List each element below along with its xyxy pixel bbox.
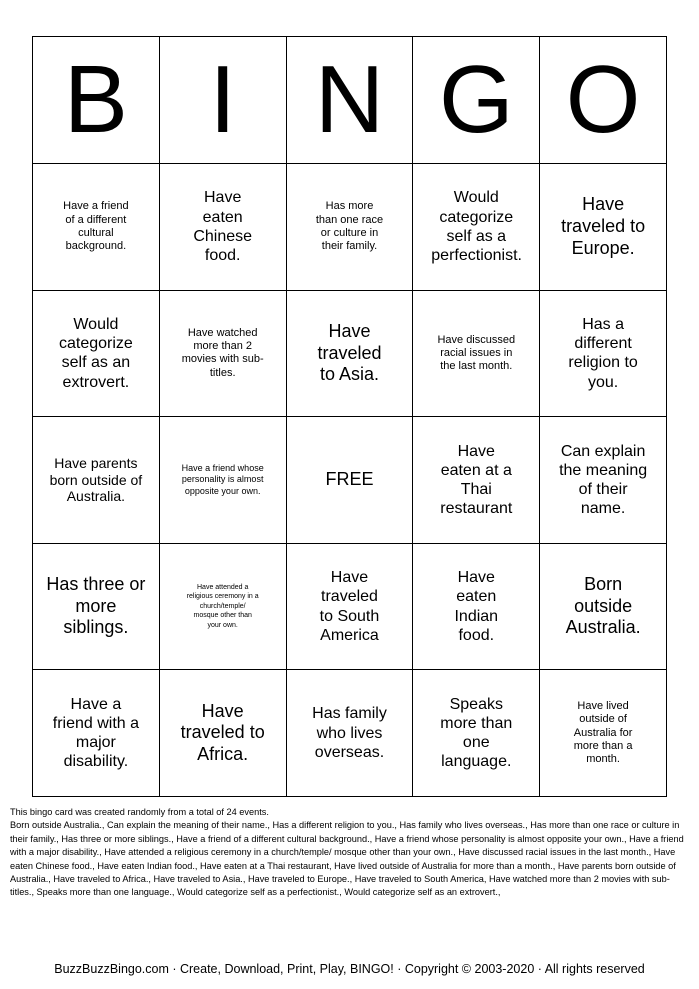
header-letter-n: N <box>286 37 413 164</box>
bingo-cell: Have attended a religious ceremony in a church/temple/ mosque other than your own. <box>159 543 286 670</box>
page-footer: BuzzBuzzBingo.com · Create, Download, Print, Play, BINGO! · Copyright © 2003-2020 · All rights reserved <box>54 962 645 976</box>
header-letter-b: B <box>33 37 160 164</box>
bingo-cell: Has more than one race or culture in their family. <box>286 164 413 291</box>
bingo-cell: Have a friend whose personality is almost opposite your own. <box>159 417 286 544</box>
header-letter-g: G <box>413 37 540 164</box>
card-info-events: Born outside Australia., Can explain the meaning of their name., Has a different religion to you., Has family who lives overseas., Has more than one race or culture in their family., Has three or more siblings., Have a friend of a different cultural background., Have a friend whose personality is almost opposite your own., Have a friend with a major disability., Have attended a religious ceremony in a church/temple/ mosque other than your own., Have discussed racial issues in the last month., Have eaten Chinese food., Have eaten Indian food., Have eaten at a Thai restaurant, Have lived outside of Australia for more than a month., Have parents born outside of Australia., Have traveled to Africa., Have traveled to Asia., Have traveled to Europe., Have traveled to South America, Have watched more than 2 movies with sub-titles., Speaks more than one language., Would categorize self as a perfectionist., Would categorize self as an extrovert., <box>10 820 684 898</box>
bingo-cell: Have watched more than 2 movies with sub-titles. <box>159 290 286 417</box>
bingo-row-4 <box>33 543 667 670</box>
header-letter-o: O <box>540 37 667 164</box>
bingo-cell: Can explain the meaning of their name. <box>540 417 667 544</box>
bingo-cell: Have eaten at a Thai restaurant <box>413 417 540 544</box>
bingo-cell: Have discussed racial issues in the last month. <box>413 290 540 417</box>
bingo-cell: Have traveled to Africa. <box>159 670 286 797</box>
bingo-cell: Speaks more than one language. <box>413 670 540 797</box>
bingo-cell: Have a friend with a major disability. <box>33 670 160 797</box>
bingo-cell: Have traveled to South America <box>286 543 413 670</box>
bingo-cell: Have eaten Chinese food. <box>159 164 286 291</box>
card-info-intro: This bingo card was created randomly from a total of 24 events. <box>10 807 269 817</box>
bingo-cell: Have eaten Indian food. <box>413 543 540 670</box>
bingo-cell: Have traveled to Europe. <box>540 164 667 291</box>
bingo-cell: Would categorize self as an extrovert. <box>33 290 160 417</box>
bingo-cell: Have lived outside of Australia for more than a month. <box>540 670 667 797</box>
bingo-cell: Have parents born outside of Australia. <box>33 417 160 544</box>
bingo-cell: Born outside Australia. <box>540 543 667 670</box>
header-letter-i: I <box>159 37 286 164</box>
bingo-cell: Has family who lives overseas. <box>286 670 413 797</box>
card-info <box>10 806 690 900</box>
bingo-row-2 <box>33 290 667 417</box>
bingo-card <box>32 36 667 797</box>
bingo-row-1 <box>33 164 667 291</box>
bingo-row-5 <box>33 670 667 797</box>
bingo-cell: Has a different religion to you. <box>540 290 667 417</box>
bingo-cell: Would categorize self as a perfectionist. <box>413 164 540 291</box>
bingo-cell-free: FREE <box>286 417 413 544</box>
bingo-row-3 <box>33 417 667 544</box>
bingo-header-row <box>33 37 667 164</box>
bingo-cell: Have a friend of a different cultural background. <box>33 164 160 291</box>
bingo-cell: Has three or more siblings. <box>33 543 160 670</box>
bingo-cell: Have traveled to Asia. <box>286 290 413 417</box>
